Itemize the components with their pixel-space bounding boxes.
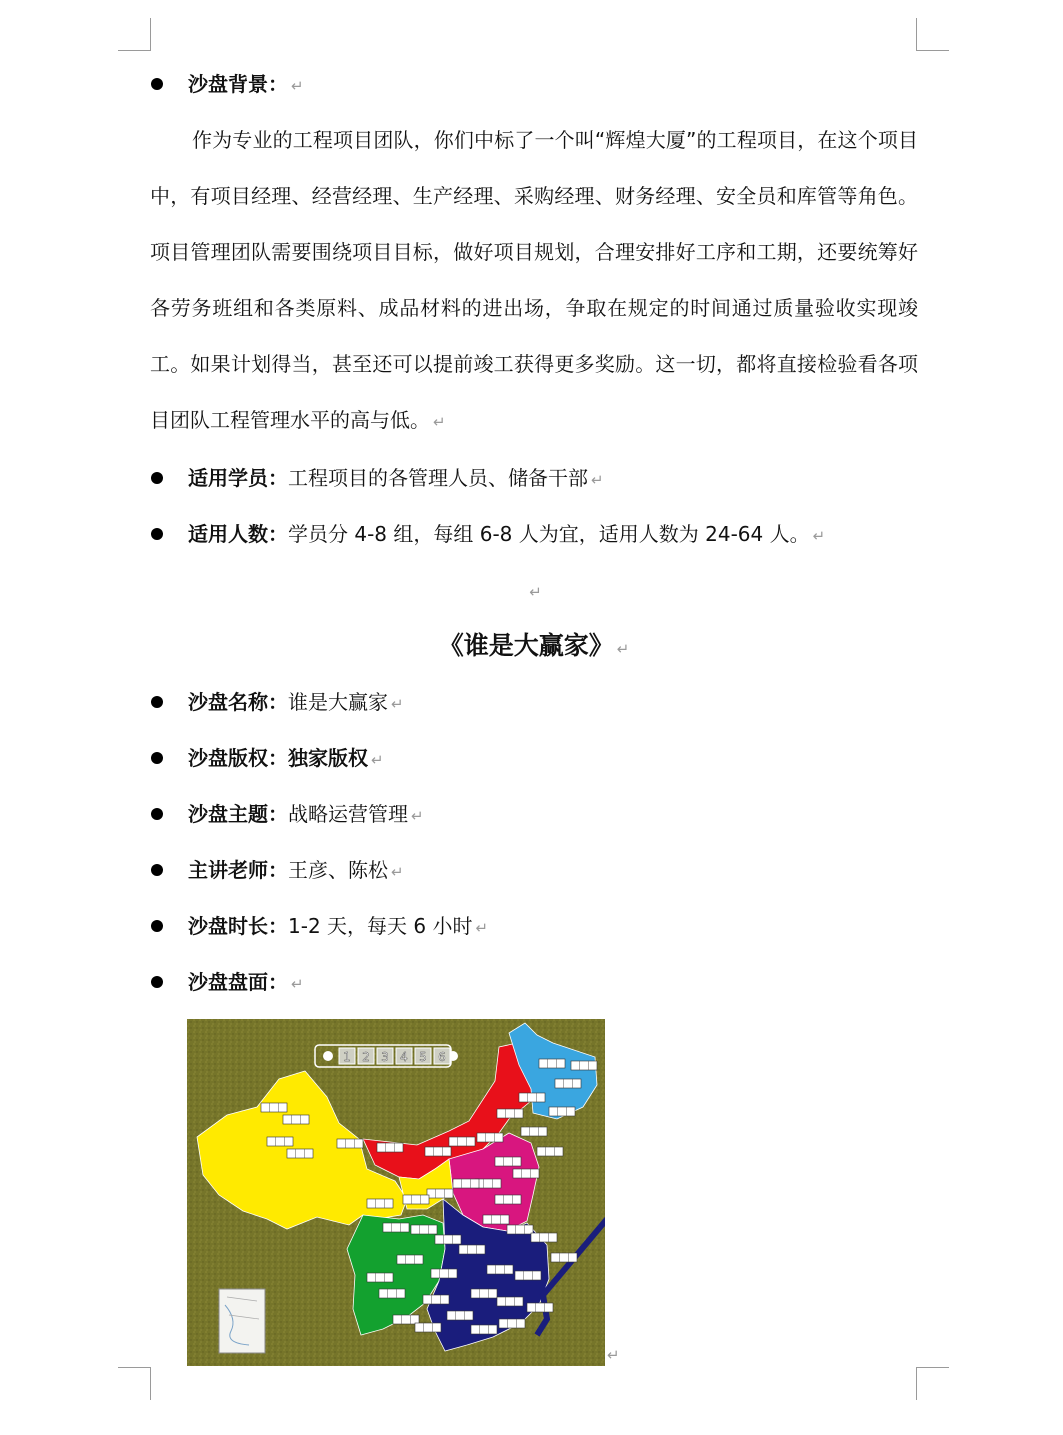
- price-card: [261, 1103, 287, 1112]
- price-card: [367, 1199, 393, 1208]
- return-mark-icon: ↵: [475, 919, 489, 937]
- bullet-item-duration: [150, 898, 918, 954]
- price-card: [507, 1225, 533, 1234]
- counter-number: 6: [438, 1050, 446, 1064]
- item-value: 独家版权: [288, 746, 368, 770]
- price-card: [367, 1273, 393, 1282]
- price-card: [423, 1295, 449, 1304]
- counter-number: 2: [362, 1050, 370, 1064]
- price-card: [483, 1215, 509, 1224]
- price-card: [571, 1061, 597, 1070]
- item-value: 工程项目的各管理人员、储备干部: [288, 466, 588, 490]
- price-card: [551, 1253, 577, 1262]
- return-mark-icon: ↵: [291, 77, 304, 95]
- document-body: [150, 56, 918, 1010]
- price-card: [431, 1269, 457, 1278]
- price-card: [539, 1059, 565, 1068]
- return-mark-icon: ↵: [616, 640, 630, 658]
- price-card: [283, 1115, 309, 1124]
- price-card: [287, 1149, 313, 1158]
- price-card: [499, 1319, 525, 1328]
- counter-number: 4: [400, 1050, 408, 1064]
- corner-mark-top-left: [118, 18, 151, 51]
- return-mark-icon: ↵: [291, 975, 304, 993]
- item-value: 战略运营管理: [288, 802, 408, 826]
- price-card: [415, 1323, 441, 1332]
- bullet-icon: [151, 976, 163, 988]
- price-card: [453, 1179, 479, 1188]
- paragraph-text: 作为专业的工程项目团队，你们中标了一个叫“辉煌大厦”的工程项目，在这个项目中，有项目经理、经营经理、生产经理、采购经理、财务经理、安全员和库管等角色。项目管理团队需要围绕项目目标，做好项目规划，合理安排好工序和工期，还要统筹好各劳务班组和各类原料、成品材料的进出场，争取在规定的时间通过质量验收实现竣工。如果计划得当，甚至还可以提前竣工获得更多奖励。这一切，都将直接检验看各项目团队工程管理水平的高与低。: [150, 128, 918, 432]
- item-value: 学员分 4-8 组，每组 6-8 人为宜，适用人数为 24-64 人。: [288, 522, 810, 546]
- price-card: [267, 1137, 293, 1146]
- price-card: [521, 1127, 547, 1136]
- item-label: 主讲老师：: [188, 858, 288, 882]
- price-card: [531, 1233, 557, 1242]
- price-card: [427, 1189, 453, 1198]
- price-card: [527, 1303, 553, 1312]
- price-card: [537, 1147, 563, 1156]
- counter-number: 1: [343, 1050, 351, 1064]
- item-label: 沙盘主题：: [188, 802, 288, 826]
- bullet-item-background: [150, 56, 918, 112]
- item-label: 沙盘时长：: [188, 914, 288, 938]
- price-card: [449, 1137, 475, 1146]
- return-mark-icon: ↵: [812, 527, 826, 545]
- inset-map: [219, 1289, 265, 1353]
- item-label: 适用学员：: [188, 466, 288, 490]
- section-title-line: [150, 618, 918, 674]
- price-card: [497, 1109, 523, 1118]
- empty-paragraph: [150, 562, 918, 618]
- item-label: 适用人数：: [188, 522, 288, 546]
- bullet-icon: [151, 808, 163, 820]
- bullet-item-board: [150, 954, 918, 1010]
- return-mark-icon: ↵: [529, 583, 542, 601]
- bullet-icon: [151, 920, 163, 932]
- item-label: 沙盘盘面：: [188, 970, 288, 994]
- price-card: [397, 1255, 423, 1264]
- bullet-item-count: [150, 506, 918, 562]
- return-mark-icon: ↵: [607, 1346, 620, 1364]
- price-card: [425, 1147, 451, 1156]
- item-value: 1-2 天，每天 6 小时: [288, 914, 473, 938]
- price-card: [403, 1195, 429, 1204]
- price-card: [411, 1225, 437, 1234]
- corner-mark-top-right: [916, 18, 949, 51]
- price-card: [515, 1271, 541, 1280]
- bullet-icon: [151, 528, 163, 540]
- price-card: [377, 1143, 403, 1152]
- price-card: [495, 1195, 521, 1204]
- section-title: 《谁是大赢家》: [438, 631, 614, 660]
- price-card: [477, 1133, 503, 1142]
- item-value: 王彦、陈松: [288, 858, 388, 882]
- price-card: [379, 1289, 405, 1298]
- return-mark-icon: ↵: [371, 751, 384, 769]
- item-label: 沙盘名称：: [188, 690, 288, 714]
- counter-marker-icon: [323, 1051, 333, 1061]
- price-card: [383, 1223, 409, 1232]
- bullet-item-theme: [150, 786, 918, 842]
- return-mark-icon: ↵: [391, 863, 404, 881]
- price-card: [555, 1079, 581, 1088]
- sandbox-board-map-image: [187, 1019, 605, 1366]
- price-card: [337, 1139, 363, 1148]
- price-card: [549, 1107, 575, 1116]
- price-card: [487, 1265, 513, 1274]
- price-card: [497, 1297, 523, 1306]
- item-value: 谁是大赢家: [288, 690, 388, 714]
- bullet-icon: [151, 864, 163, 876]
- bullet-icon: [151, 78, 163, 90]
- price-card: [459, 1245, 485, 1254]
- bullet-item-teacher: [150, 842, 918, 898]
- return-mark-icon: ↵: [433, 413, 446, 431]
- counter-number: 3: [381, 1050, 389, 1064]
- price-card: [435, 1235, 461, 1244]
- price-card: [447, 1311, 473, 1320]
- counter-number: 5: [419, 1050, 427, 1064]
- price-card: [471, 1325, 497, 1334]
- return-mark-icon: ↵: [411, 807, 424, 825]
- item-label: 沙盘版权：: [188, 746, 288, 770]
- bullet-icon: [151, 472, 163, 484]
- corner-mark-bottom-left: [118, 1367, 151, 1400]
- price-card: [495, 1157, 521, 1166]
- bullet-icon: [151, 696, 163, 708]
- return-mark-icon: ↵: [591, 471, 604, 489]
- bullet-item-students: [150, 450, 918, 506]
- price-card: [513, 1169, 539, 1178]
- bullet-item-name: [150, 674, 918, 730]
- price-card: [393, 1315, 419, 1324]
- return-mark-icon: ↵: [391, 695, 404, 713]
- background-paragraph: [150, 112, 918, 450]
- bullet-item-copyright: [150, 730, 918, 786]
- price-card: [471, 1289, 497, 1298]
- bullet-icon: [151, 752, 163, 764]
- corner-mark-bottom-right: [916, 1367, 949, 1400]
- price-card: [519, 1093, 545, 1102]
- item-label: 沙盘背景：: [188, 72, 288, 96]
